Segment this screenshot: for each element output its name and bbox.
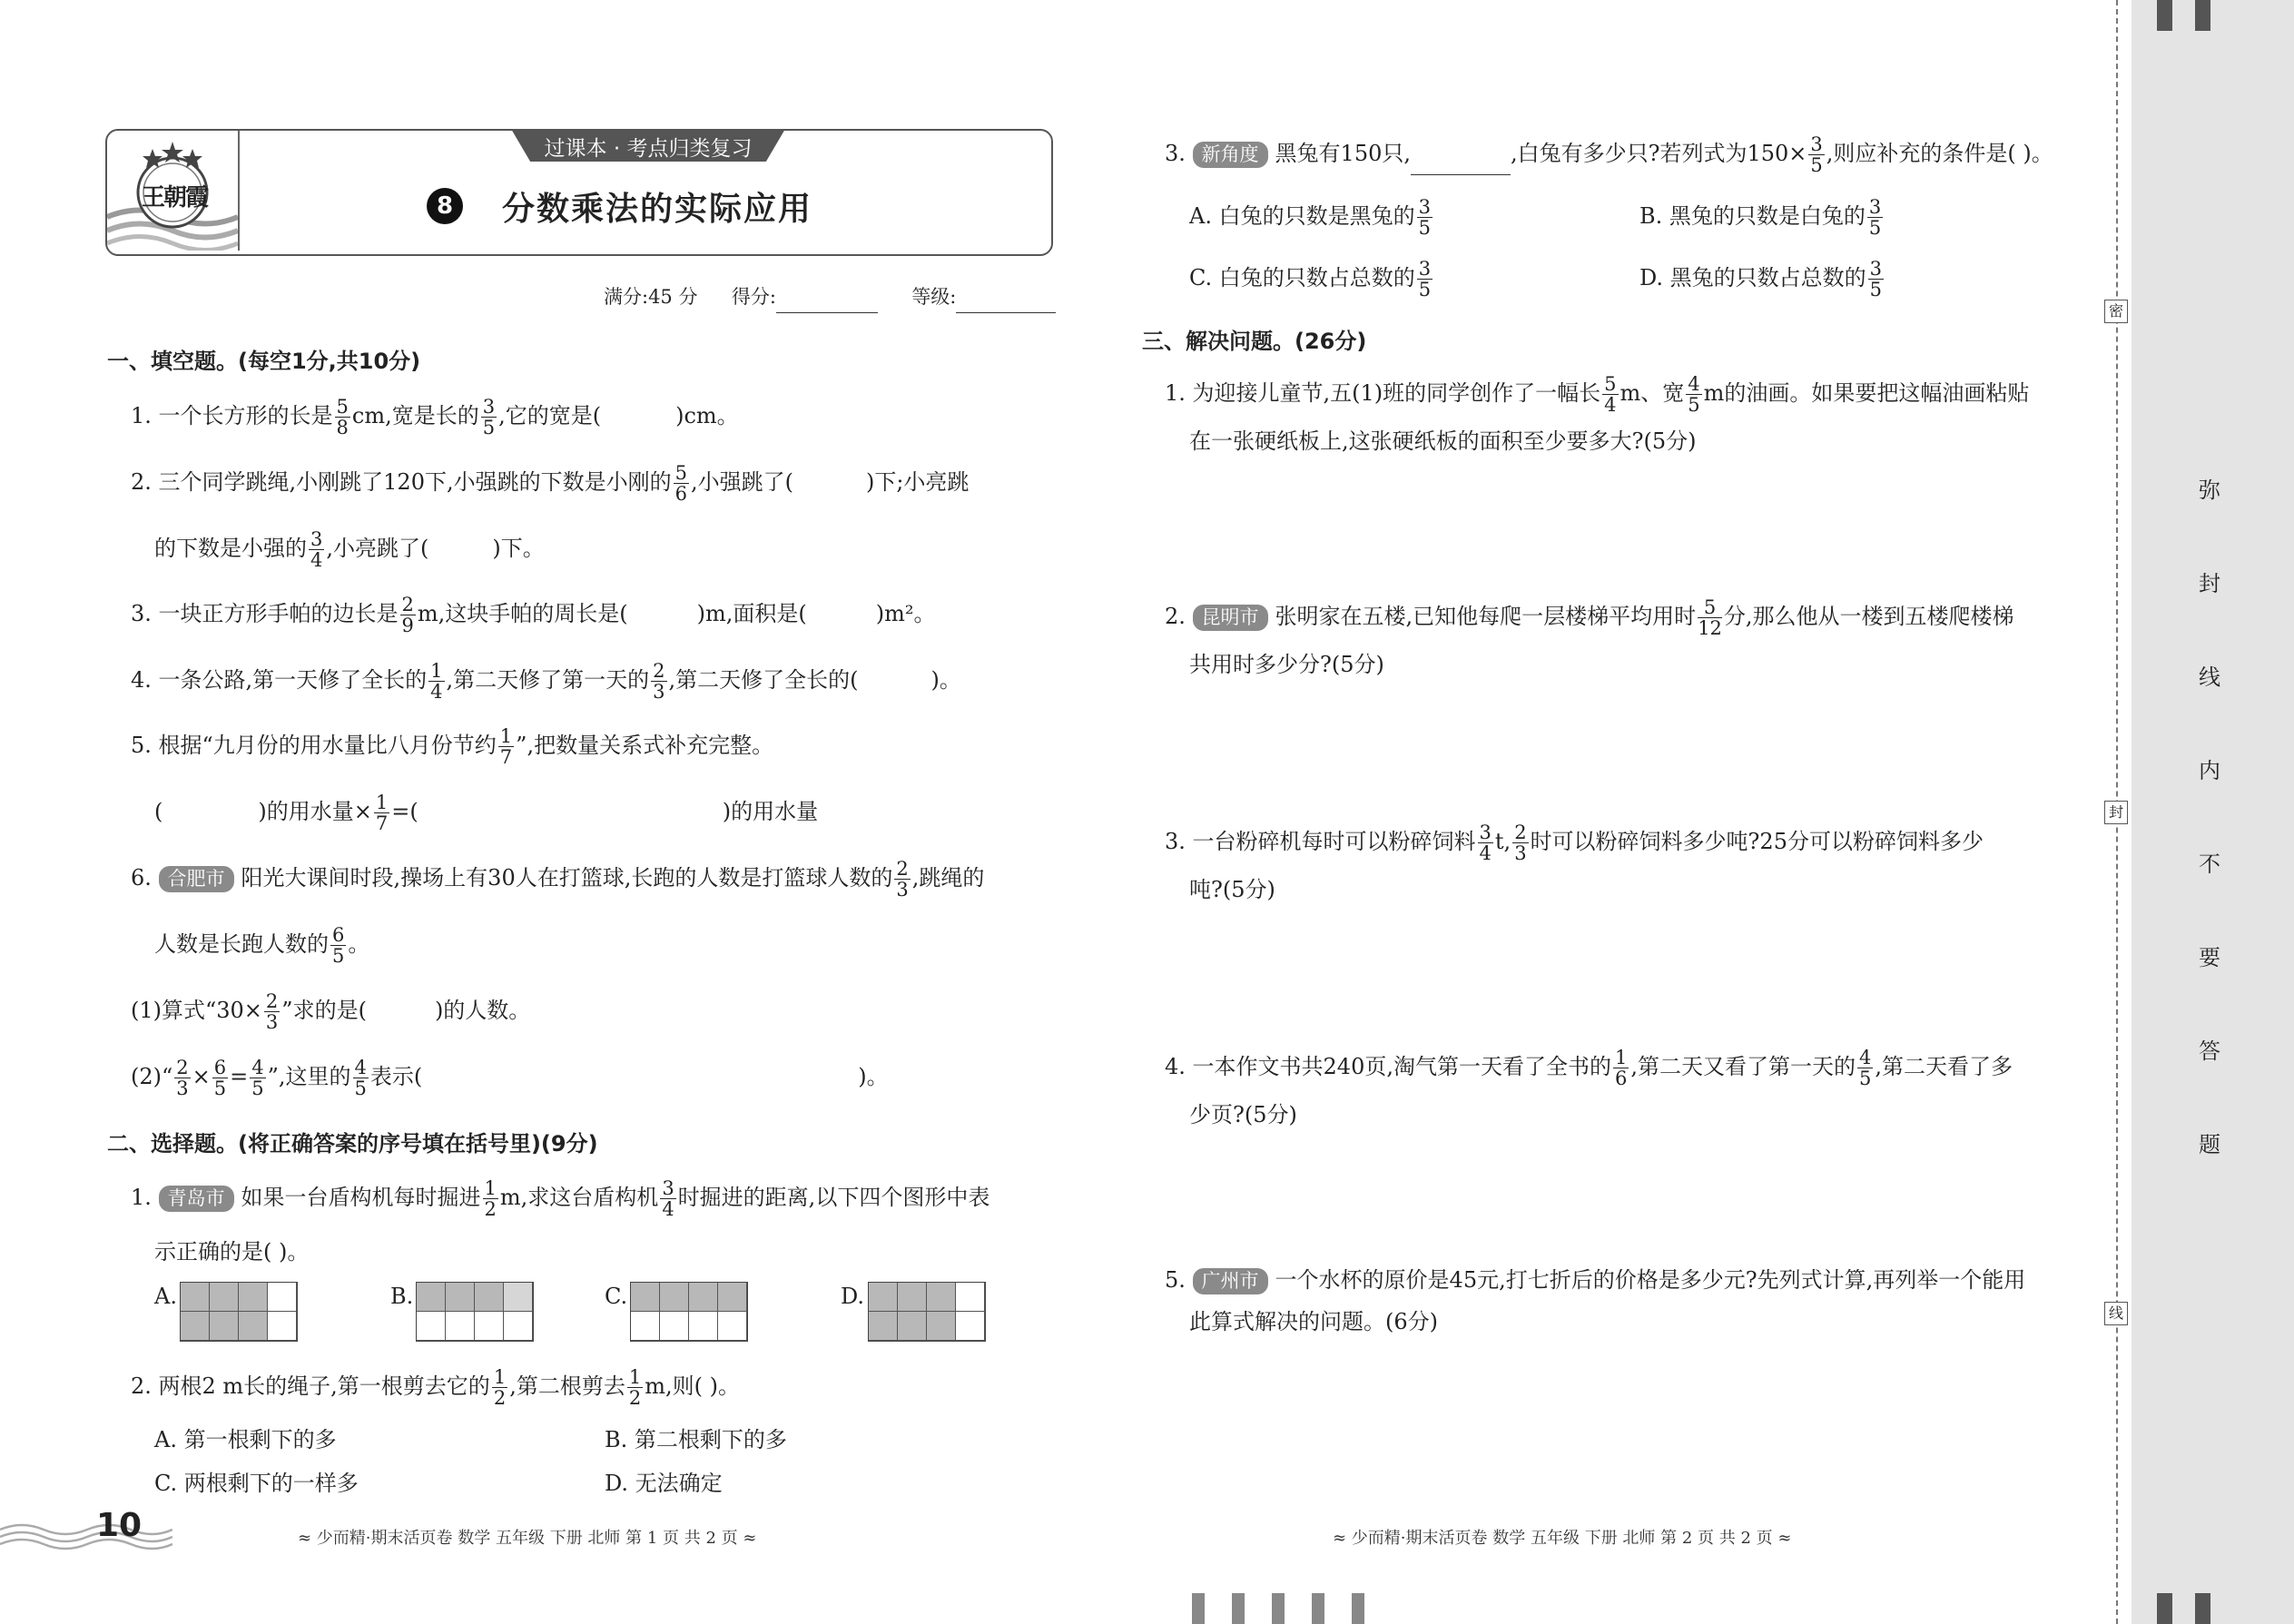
seal-text-char: 内 — [2199, 758, 2220, 783]
lesson-number-badge: 8 — [427, 188, 463, 224]
fraction: $\frac{5}{8}$ — [336, 396, 349, 438]
seal-text-char: 不 — [2199, 851, 2220, 877]
s1-q1: 1. 一个长方形的长是 $\frac{5}{8}$ cm,宽是长的 $\frac{3}{5}$ ,它的宽是( )cm。 — [131, 396, 739, 438]
seal-top-bar — [2195, 0, 2210, 31]
s3-q1-line2: 在一张硬纸板上,这张硬纸板的面积至少要多大?(5分) — [1189, 428, 1697, 454]
s1-q3: 3. 一块正方形手帕的边长是 $\frac{2}{9}$ m,这块手帕的周长是( )m,面积是( )m²。 — [131, 594, 936, 636]
seal-text-char: 题 — [2199, 1132, 2220, 1157]
region-tag: 昆明市 — [1193, 605, 1268, 631]
score-full: 满分:45 分 — [604, 286, 698, 308]
s3-q2-line1: 2. 昆明市 张明家在五楼,已知他每爬一层楼梯平均用时 $\frac{5}{12}$ 分,那么他从一楼到五楼爬楼梯 — [1165, 596, 2014, 639]
footer-left: ≈ 少而精·期末活页卷 数学 五年级 下册 北师 第 1 页 共 2 页 ≈ — [298, 1529, 757, 1548]
s2-q3-option-c[interactable]: C. 白兔的只数占总数的 $\frac{3}{5}$ — [1189, 258, 1432, 300]
s2-q3: 3. 新角度 黑兔有150只, ,白兔有多少只?若列式为150× $\frac{3}{5}$ ,则应补充的条件是( )。 — [1165, 133, 2053, 176]
seal-top-bar — [2157, 0, 2172, 31]
seal-strip — [2132, 0, 2294, 1624]
s2-q2-option-a[interactable]: A. 第一根剩下的多 — [154, 1427, 337, 1452]
footer-right: ≈ 少而精·期末活页卷 数学 五年级 下册 北师 第 2 页 共 2 页 ≈ — [1333, 1529, 1792, 1548]
seal-text-char: 线 — [2199, 664, 2220, 690]
s2-q2-option-d[interactable]: D. 无法确定 — [605, 1471, 723, 1496]
region-tag: 新角度 — [1193, 142, 1268, 168]
s2-q2: 2. 两根2 m长的绳子,第一根剪去它的 $\frac{1}{2}$ ,第二根剪去 $\frac{1}{2}$ m,则( )。 — [131, 1366, 740, 1409]
seal-box-char: 线 — [2104, 1302, 2128, 1325]
logo-text: 王朝霞 — [142, 184, 208, 212]
grade-blank[interactable] — [956, 289, 1056, 313]
s1-q5-formula: ( )的用水量× $\frac{1}{7}$ =( )的用水量 — [154, 792, 819, 834]
s1-q2-line1: 2. 三个同学跳绳,小刚跳了120下,小强跳的下数是小刚的 $\frac{5}{6}$ ,小强跳了( )下;小亮跳 — [131, 462, 970, 505]
seal-text-char: 弥 — [2199, 477, 2220, 503]
region-tag: 合肥市 — [159, 866, 234, 892]
s1-q4: 4. 一条公路,第一天修了全长的 $\frac{1}{4}$ ,第二天修了第一天的 $\frac{2}{3}$ ,第二天修了全长的( )。 — [131, 660, 961, 703]
s1-q6-sub1: (1)算式“30× $\frac{2}{3}$ ”求的是( )的人数。 — [131, 990, 531, 1033]
region-tag: 广州市 — [1193, 1268, 1268, 1294]
s3-q5-line2: 此算式解决的问题。(6分) — [1189, 1309, 1438, 1334]
option-a-figure[interactable] — [180, 1282, 298, 1342]
grade-label: 等级: — [911, 286, 957, 308]
section1-title: 一、填空题。(每空1分,共10分) — [107, 349, 421, 374]
s3-q3-line2: 吨?(5分) — [1189, 877, 1275, 902]
seal-box-char: 封 — [2104, 801, 2128, 824]
seal-text-char: 封 — [2199, 571, 2220, 596]
banner-text: 过课本 · 考点归类复习 — [544, 137, 753, 161]
s1-q6-line1: 6. 合肥市 阳光大课间时段,操场上有30人在打篮球,长跑的人数是打篮球人数的 $\frac{2}{3}$ ,跳绳的 — [131, 858, 985, 901]
seal-box-char: 密 — [2104, 300, 2128, 323]
logo — [107, 131, 240, 251]
s3-q4-line1: 4. 一本作文书共240页,淘气第一天看了全书的 $\frac{1}{6}$ ,第二天又看了第一天的 $\frac{4}{5}$ ,第二天看了多 — [1165, 1047, 2013, 1089]
seal-bottom-bar — [2157, 1593, 2172, 1624]
section2-title: 二、选择题。(将正确答案的序号填在括号里)(9分) — [107, 1131, 598, 1156]
registration-bar — [1312, 1593, 1324, 1624]
s1-q2-line2: 的下数是小强的 $\frac{3}{4}$ ,小亮跳了( )下。 — [154, 528, 545, 571]
s3-q4-line2: 少页?(5分) — [1189, 1102, 1297, 1127]
option-c-figure[interactable] — [630, 1282, 748, 1342]
option-b-figure[interactable] — [416, 1282, 534, 1342]
option-a-label[interactable]: A. — [154, 1284, 177, 1309]
section3-title: 三、解决问题。(26分) — [1142, 329, 1367, 354]
s3-q2-line2: 共用时多少分?(5分) — [1189, 652, 1384, 677]
page-title: 分数乘法的实际应用 — [502, 191, 813, 228]
s3-q5-line1: 5. 广州市 一个水杯的原价是45元,打七折后的价格是多少元?先列式计算,再列举一个能用 — [1165, 1267, 2026, 1293]
score-blank[interactable] — [776, 289, 878, 313]
s1-q6-line2: 人数是长跑人数的 $\frac{6}{5}$ 。 — [154, 924, 370, 967]
s2-q2-option-b[interactable]: B. 第二根剩下的多 — [605, 1427, 787, 1452]
s3-q3-line1: 3. 一台粉碎机每时可以粉碎饲料 $\frac{3}{4}$ t, $\frac{2}{3}$ 时可以粉碎饲料多少吨?25分可以粉碎饲料多少 — [1165, 822, 1984, 864]
s2-q3-option-d[interactable]: D. 黑兔的只数占总数的 $\frac{3}{5}$ — [1639, 258, 1883, 300]
option-d-label[interactable]: D. — [841, 1284, 865, 1309]
registration-bar — [1232, 1593, 1245, 1624]
answer-blank[interactable] — [1411, 151, 1511, 175]
seal-text-char: 答 — [2199, 1038, 2220, 1064]
score-label: 得分: — [731, 286, 776, 308]
option-d-figure[interactable] — [868, 1282, 986, 1342]
registration-bar — [1272, 1593, 1285, 1624]
registration-bar — [1192, 1593, 1205, 1624]
registration-bar — [1352, 1593, 1364, 1624]
s2-q3-option-b[interactable]: B. 黑兔的只数是白兔的 $\frac{3}{5}$ — [1639, 196, 1882, 239]
option-c-label[interactable]: C. — [605, 1284, 628, 1309]
s3-q1-line1: 1. 为迎接儿童节,五(1)班的同学创作了一幅长 $\frac{5}{4}$ m、宽 $\frac{4}{5}$ m的油画。如果要把这幅油画粘贴 — [1165, 373, 2030, 416]
region-tag: 青岛市 — [159, 1186, 234, 1212]
seal-text-char: 要 — [2199, 945, 2220, 970]
option-b-label[interactable]: B. — [390, 1284, 414, 1309]
s2-q2-option-c[interactable]: C. 两根剩下的一样多 — [154, 1471, 359, 1496]
wave-decoration — [0, 1511, 172, 1557]
seal-bottom-bar — [2195, 1593, 2210, 1624]
s2-q1-line2: 示正确的是( )。 — [154, 1239, 310, 1265]
page-number: 10 — [96, 1507, 143, 1544]
s1-q5: 5. 根据“九月份的用水量比八月份节约 $\frac{1}{7}$ ”,把数量关系式补充完整。 — [131, 725, 774, 768]
s1-q6-sub2: (2)“ $\frac{2}{3}$ × $\frac{6}{5}$ = $\frac{4}{5}$ ”,这里的 $\frac{4}{5}$ 表示( )。 — [131, 1057, 889, 1099]
score-line — [604, 281, 1056, 313]
s2-q1-line1: 1. 青岛市 如果一台盾构机每时掘进 $\frac{1}{2}$ m,求这台盾构机 $\frac{3}{4}$ 时掘进的距离,以下四个图形中表 — [131, 1177, 990, 1220]
fraction: $\frac{3}{5}$ — [482, 396, 496, 438]
s2-q3-option-a[interactable]: A. 白兔的只数是黑兔的 $\frac{3}{5}$ — [1189, 196, 1431, 239]
